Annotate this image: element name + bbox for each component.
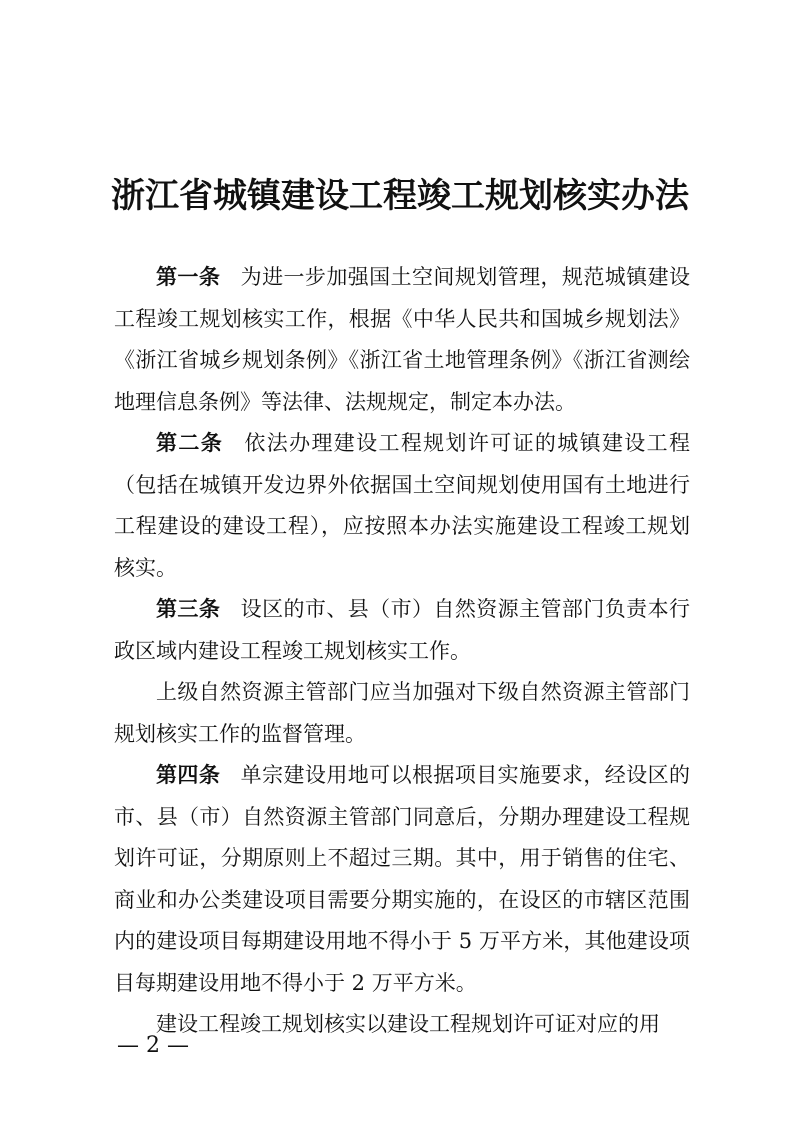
page-number: — 2 — (117, 1033, 189, 1058)
article-2-paragraph (114, 423, 690, 589)
article-3-paragraph (114, 589, 690, 672)
article-number: 第一条 (156, 265, 221, 289)
article-4-subparagraph (114, 1004, 690, 1046)
document-body (114, 257, 690, 1046)
article-number: 第三条 (156, 597, 221, 621)
article-number: 第二条 (156, 431, 224, 455)
article-text: 依法办理建设工程规划许可证的城镇建设工程（包括在城镇开发边界外依据国土空间规划使用国有土地进行工程建设的建设工程），应按照本办法实施建设工程竣工规划核实。 (114, 431, 691, 580)
article-text: 为进一步加强国土空间规划管理，规范城镇建设工程竣工规划核实工作，根据《中华人民共和国城乡规划法》《浙江省城乡规划条例》《浙江省土地管理条例》《浙江省测绘地理信息条例》等法律、法规规定，制定本办法。 (114, 265, 690, 414)
article-3-subparagraph (114, 672, 690, 755)
article-text: 设区的市、县（市）自然资源主管部门负责本行政区域内建设工程竣工规划核实工作。 (114, 597, 690, 663)
paragraph-text: 建设工程竣工规划核实以建设工程规划许可证对应的用 (156, 1012, 660, 1036)
document-title: 浙江省城镇建设工程竣工规划核实办法 (111, 176, 689, 216)
article-4-paragraph (114, 755, 690, 1004)
article-number: 第四条 (156, 763, 221, 787)
article-1-paragraph (114, 257, 690, 423)
article-text: 单宗建设用地可以根据项目实施要求，经设区的市、县（市）自然资源主管部门同意后，分期办理建设工程规划许可证，分期原则上不超过三期。其中，用于销售的住宅、商业和办公类建设项目需要分期实施的，在设区的市辖区范围内的建设项目每期建设用地不得小于 5 万平方米，其他建设项目每期建设用地不得小于 2 万平方米。 (114, 763, 690, 995)
paragraph-text: 上级自然资源主管部门应当加强对下级自然资源主管部门规划核实工作的监督管理。 (114, 680, 690, 746)
